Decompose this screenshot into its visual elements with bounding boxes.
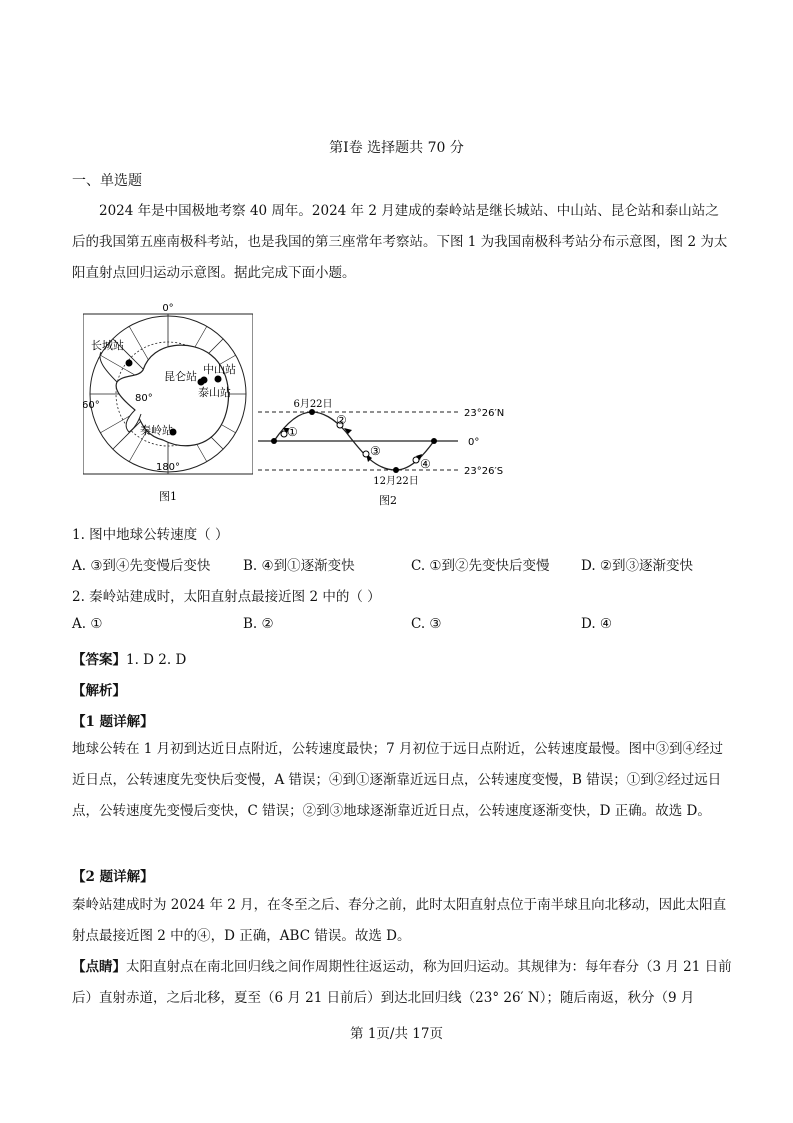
q2-option-b[interactable]: B. ② bbox=[243, 616, 274, 632]
figure-1-caption: 图1 bbox=[159, 490, 177, 503]
label-june22: 6月22日 bbox=[293, 399, 333, 410]
changcheng-station-marker bbox=[126, 360, 133, 367]
label-taishan: 泰山站 bbox=[198, 386, 231, 399]
antarctica-map bbox=[83, 300, 253, 510]
sub1-label: 【1 题详解】 bbox=[72, 714, 154, 730]
tip-label: 【点睛】 bbox=[72, 959, 126, 975]
answer-label: 【答案】 bbox=[72, 652, 126, 668]
tip-text: 太阳直射点在南北回归线之间作周期性往返运动，称为回归运动。其规律为：每年春分（3 月 21 日前后）直射赤道，之后北移，夏至（6 月 21 日前后）到达北回归线（23° 26′ N）；随后南返，秋分（9 月 bbox=[72, 959, 732, 1006]
q1-option-d[interactable]: D. ②到③逐渐变快 bbox=[581, 558, 694, 574]
point-2: ② bbox=[336, 413, 347, 427]
label-0deg: 0° bbox=[162, 303, 174, 314]
part-heading: 一、单选题 bbox=[72, 173, 142, 189]
label-60deg: 60° bbox=[83, 400, 100, 411]
question-1-stem: 1. 图中地球公转速度（ ） bbox=[72, 527, 229, 543]
label-zhongshan: 中山站 bbox=[203, 363, 236, 376]
q2-option-a[interactable]: A. ① bbox=[72, 616, 103, 632]
zhongshan-station-marker bbox=[215, 376, 222, 383]
question-2-stem: 2. 秦岭站建成时，太阳直射点最接近图 2 中的（ ） bbox=[72, 589, 381, 605]
analysis-label: 【解析】 bbox=[72, 683, 126, 699]
q1-option-a[interactable]: A. ③到④先变慢后变快 bbox=[72, 558, 211, 574]
point-4: ④ bbox=[420, 457, 431, 471]
label-23s: 23°26′S bbox=[464, 466, 504, 477]
q1-option-c[interactable]: C. ①到②先变快后变慢 bbox=[411, 558, 550, 574]
point-1: ① bbox=[287, 425, 298, 439]
label-23n: 23°26′N bbox=[464, 408, 505, 419]
figure-2-caption: 图2 bbox=[379, 494, 397, 507]
sub2-label: 【2 题详解】 bbox=[72, 869, 154, 885]
label-180deg: 180° bbox=[155, 462, 181, 473]
label-qinling: 秦岭站 bbox=[140, 424, 173, 437]
q2-option-d[interactable]: D. ④ bbox=[581, 616, 613, 632]
figure-1 bbox=[83, 300, 253, 510]
sub2-text: 秦岭站建成时为 2024 年 2 月，在冬至之后、春分之前，此时太阳直射点位于南半球且向北移动，因此太阳直射点最接近图 2 中的④，D 正确，ABC 错误。故选 D。 bbox=[72, 897, 727, 944]
label-equator: 0° bbox=[468, 437, 480, 448]
intro-paragraph: 2024 年是中国极地考察 40 周年。2024 年 2 月建成的秦岭站是继长城站、中山站、昆仑站和泰山站之后的我国第五座南极科考站，也是我国的第三座常年考察站。下图 1 为我国南极科考站分布示意图，图 2 为太阳直射点回归运动示意图。据此完成下面小题。 bbox=[72, 203, 728, 281]
figure-2 bbox=[256, 392, 516, 512]
label-dec22: 12月22日 bbox=[373, 476, 419, 487]
migration-diagram bbox=[256, 392, 516, 512]
answer-text: 1. D 2. D bbox=[126, 652, 187, 668]
section-title: 第Ⅰ卷 选择题共 70 分 bbox=[329, 140, 464, 156]
q1-option-b[interactable]: B. ④到①逐渐变快 bbox=[243, 558, 355, 574]
label-kunlun: 昆仑站 bbox=[164, 370, 197, 383]
answer-line bbox=[72, 648, 186, 668]
label-changcheng: 长城站 bbox=[91, 339, 124, 352]
q2-option-c[interactable]: C. ③ bbox=[411, 616, 442, 632]
point-3: ③ bbox=[370, 444, 381, 458]
tip-paragraph bbox=[72, 952, 732, 1014]
sub1-text: 地球公转在 1 月初到达近日点附近，公转速度最快；7 月初位于远日点附近，公转速度最慢。图中③到④经过近日点，公转速度先变快后变慢，A 错误；④到①逐渐靠近远日点，公转速度变慢，B 错误；①到②经过远日点，公转速度先变慢后变快，C 错误；②到③地球逐渐靠近近日点，公转速度逐渐变快，D 正确。故选 D。 bbox=[72, 741, 724, 819]
taishan-station-marker bbox=[198, 379, 205, 386]
label-80deg: 80° bbox=[135, 393, 153, 404]
page-footer: 第 1页/共 17页 bbox=[350, 1026, 443, 1042]
